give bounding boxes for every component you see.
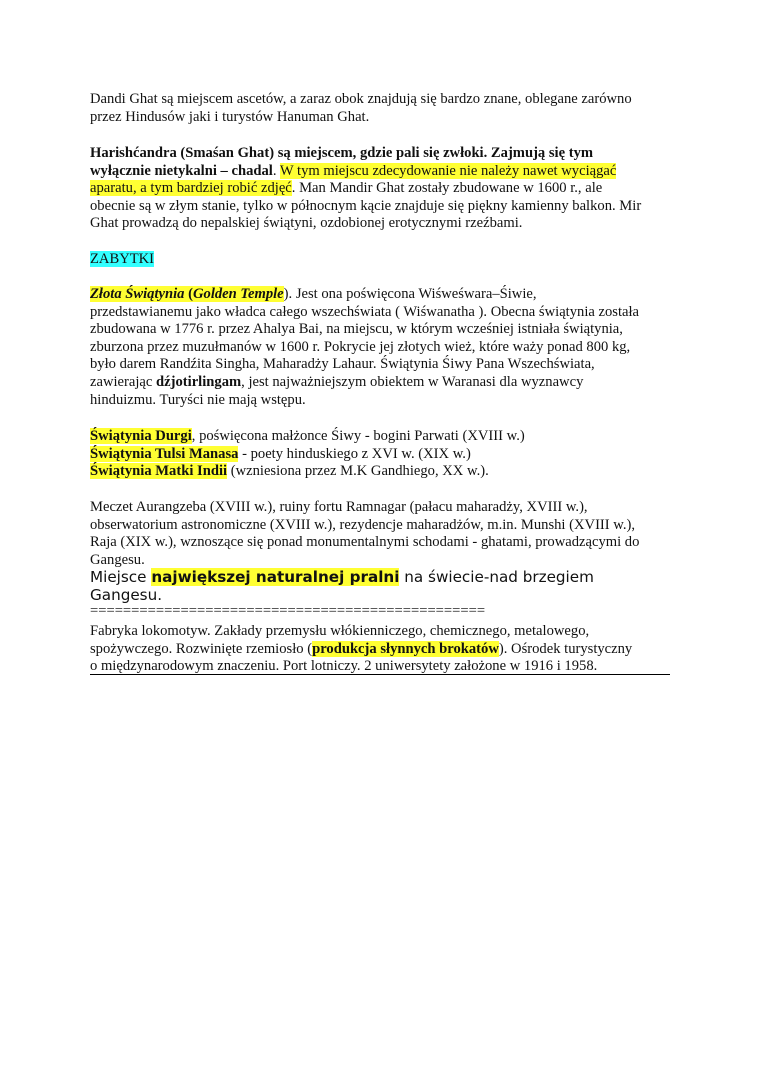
text: . Man Mandir Ghat zostały zbudowane w 1600 r., ale — [291, 180, 603, 197]
temples-list — [90, 428, 675, 481]
text-line: zburzona przez muzułmanów w 1600 r. Pokrycie jej złotych wież, które waży ponad 800 kg, — [90, 338, 631, 355]
text-line — [90, 145, 675, 163]
text-line: Miejsce największej naturalnej pralni na świecie-nad brzegiem — [90, 568, 594, 586]
temple-desc: (wzniesiona przez M.K Gandhiego, XX w.). — [227, 463, 489, 480]
highlighted-text: produkcja słynnych brokatów — [312, 640, 499, 657]
paragraph-dandi-ghat — [90, 91, 675, 126]
bold-text: wyłącznie nietykalni – chadal — [90, 162, 273, 179]
text-line: Złota Świątynia (Golden Temple). Jest ona poświęcona Wiśweśwara–Śiwie, — [90, 286, 537, 302]
text-line — [90, 163, 675, 181]
text-line: Ghat prowadzą do nepalskiej świątyni, ozdobionej erotycznymi rzeźbami. — [90, 215, 523, 232]
heading-zabytki: ZABYTKI — [90, 251, 155, 267]
highlighted-text: największej naturalnej pralni — [151, 568, 400, 586]
text-line: przedstawianemu jako władca całego wszechświata ( Wiśwanatha ). Obecna świątynia została — [90, 303, 640, 320]
text-line: spożywczego. Rozwinięte rzemiosło (produkcja słynnych brokatów). Ośrodek turystyczny — [90, 640, 633, 657]
temple-desc: , poświęcona małżonce Śiwy - bogini Parwati (XVIII w.) — [191, 428, 525, 444]
temple-desc: - poety hinduskiego z XVI w. (XIX w.) — [238, 445, 471, 462]
text-line: Meczet Aurangzeba (XVIII w.), ruiny fortu Ramnagar (pałacu maharadży, XVIII w.), — [90, 499, 588, 515]
highlighted-title: Złota Świątynia (Golden Temple — [90, 286, 284, 302]
temple-name: Świątynia Tulsi Manasa — [90, 445, 239, 462]
section-heading — [90, 251, 675, 269]
bold-text: Harishćandra (Smaśan Ghat) są miejscem, gdzie pali się zwłoki. Zajmują się tym — [90, 145, 594, 161]
text-line: przez Hindusów jaki i turystów Hanuman Ghat. — [90, 108, 370, 125]
text-line: obecnie są w złym stanie, tylko w północnym kącie znajduje się piękny kamienny balkon. Mir — [90, 197, 642, 214]
text: . — [272, 162, 277, 179]
paragraph-industry — [90, 623, 675, 676]
list-item — [90, 463, 675, 481]
paragraph-mosque — [90, 499, 675, 569]
text-line — [90, 180, 675, 198]
text-line: zbudowana w 1776 r. przez Ahalya Bai, na miejscu, w którym wcześniej istniała świątynia, — [90, 321, 623, 338]
text-line: o międzynarodowym znaczeniu. Port lotniczy. 2 uniwersytety założone w 1916 i 1958. — [90, 658, 598, 675]
text-line: obserwatorium astronomiczne (XVIII w.), rezydencje maharadżów, m.in. Munshi (XVIII w.), — [90, 516, 636, 533]
text-line: Gangesu. — [90, 585, 163, 604]
temple-name: Świątynia Durgi — [90, 428, 192, 444]
text-line: Raja (XIX w.), wznoszące się ponad monumentalnymi schodami - ghatami, prowadzącymi do — [90, 534, 640, 551]
text-line: Dandi Ghat są miejscem ascetów, a zaraz obok znajdują się bardzo znane, oblegane zarówno — [90, 91, 632, 107]
bold-text: dźjotirlingam — [156, 373, 242, 390]
paragraph-golden-temple — [90, 286, 675, 409]
temple-name: Świątynia Matki Indii — [90, 463, 228, 480]
highlighted-text: aparatu, a tym bardziej robić zdjęć — [90, 180, 292, 197]
text-line: było darem Randźita Singha, Maharadży Lahaur. Świątynia Śiwy Pana Wszechświata, — [90, 356, 595, 373]
highlighted-text: W tym miejscu zdecydowanie nie należy nawet wyciągać — [279, 162, 617, 179]
text-line: zawierając dźjotirlingam, jest najważniejszym obiektem w Waranasi dla wyznawcy — [90, 373, 584, 390]
paragraph-harishchandra — [90, 145, 675, 233]
bottom-border-line — [90, 674, 670, 675]
text-line: Fabryka lokomotyw. Zakłady przemysłu włókienniczego, chemicznego, metalowego, — [90, 623, 590, 639]
paragraph-laundry — [90, 569, 675, 604]
list-item — [90, 446, 675, 464]
separator-line: ================================================ — [90, 604, 486, 618]
text-line: Gangesu. — [90, 551, 145, 568]
list-item — [90, 428, 675, 446]
text-line: hinduizmu. Turyści nie mają wstępu. — [90, 391, 306, 408]
